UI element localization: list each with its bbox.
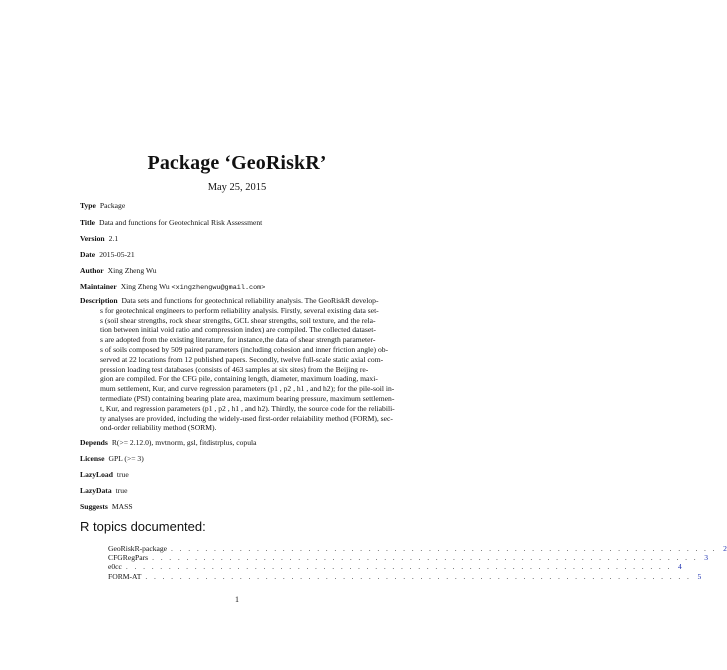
toc-heading: R topics documented: [80,519,206,534]
table-of-contents [108,544,727,581]
toc-entry[interactable] [108,553,708,563]
toc-leader-dots: . . . . . . . . . . . . . . . . . . . . . . . . . . . . . . . . . . . . . . . . . . . . . . . . . . . . . . . . . . . . . . . . [145,571,692,581]
field-license [80,454,398,464]
field-value: true [115,486,128,495]
description-line: s for geotechnical engineers to perform reliability analysis. Firstly, several existing data set- [100,305,379,315]
field-value: Data and functions for Geotechnical Risk Assessment [99,218,263,227]
toc-entry-name[interactable]: e0cc [108,562,122,572]
description-text: Data sets and functions for geotechnical reliability analysis. The GeoRiskR develop- [121,296,379,305]
field-value: Xing Zheng Wu [120,282,170,291]
toc-entry-name[interactable]: GeoRiskR-package [108,544,168,553]
field-title [80,218,398,228]
field-key: Title [80,218,96,227]
description-line: s of soils composed by 509 paired parameters (including cohesion and inner friction angle) ob- [100,344,389,354]
page-number: 1 [235,595,239,604]
field-date [80,250,398,260]
toc-leader-dots: . . . . . . . . . . . . . . . . . . . . . . . . . . . . . . . . . . . . . . . . . . . . . . . . . . . . . . . . . . . . . . . . [171,544,717,553]
description-line: s (soil shear strengths, rock shear strengths, GCL shear strengths, soil texture, and the rela- [100,315,376,325]
field-key: Suggests [80,502,108,511]
field-key: Version [80,234,105,243]
description-line [80,296,398,306]
toc-leader-dots: . . . . . . . . . . . . . . . . . . . . . . . . . . . . . . . . . . . . . . . . . . . . . . . . . . . . . . . . . . . . . . . . [152,553,698,563]
field-key: Maintainer [80,282,117,291]
field-key: Description [80,296,118,305]
description-line: tion between initial void ratio and compression index) are compiled. The collected dataset- [100,325,376,335]
field-type [80,201,398,211]
field-value: Package [99,201,126,210]
toc-page-link[interactable]: 2 [723,544,727,553]
field-key: Depends [80,438,108,447]
field-value: 2015-05-21 [99,250,135,259]
toc-entry[interactable] [108,544,727,553]
field-key: Author [80,266,104,275]
field-key: License [80,454,105,463]
toc-entry[interactable] [108,562,682,572]
toc-leader-dots: . . . . . . . . . . . . . . . . . . . . . . . . . . . . . . . . . . . . . . . . . . . . . . . . . . . . . . . . . . . . . . . . [125,562,672,572]
field-lazyload [80,470,398,480]
field-value: R(>= 2.12.0), mvtnorm, gsl, fitdistrplus, copula [111,438,257,447]
description-line: ty analyses are provided, including the widely-used first-order relaiability method (FORM), sec- [100,413,393,423]
field-key: LazyLoad [80,470,113,479]
toc-entry[interactable] [108,571,702,581]
field-author [80,266,398,276]
description-line: s are adopted from the existing literature, for instance,the data of shear strength parameter- [100,335,376,345]
description-line: gion are compiled. For the CFG pile, containing length, diameter, maximum loading, maxi- [100,374,378,384]
field-value: Xing Zheng Wu [107,266,157,275]
toc-page-link[interactable]: 3 [704,553,708,563]
field-value: true [116,470,129,479]
description-line: pression loading test databases (consists of 463 samples at six sites) from the Beijing re- [100,364,369,374]
field-key: Date [80,250,96,259]
description-line: termediate (PSI) containing bearing plate area, maximum bearing pressure, maximum settlemen- [100,393,395,403]
field-depends [80,438,398,448]
field-value: 2.1 [108,234,119,243]
field-key: LazyData [80,486,112,495]
description-line: served at 22 locations from 12 published papers. Secondly, twelve full-scale static axial com- [100,354,384,364]
toc-page-link[interactable]: 5 [697,571,702,581]
field-key: Type [80,201,96,210]
field-value: GPL (>= 3) [108,454,144,463]
package-date: May 25, 2015 [207,182,267,193]
field-suggests [80,502,398,512]
description-line: mum settlement, Kur, and curve regression parameters (p1 , p2 , h1 , and h2); for the pile-soil in- [100,384,395,394]
toc-page-link[interactable]: 4 [678,562,682,572]
maintainer-email[interactable]: <xingzhengwu@gmail.com> [171,284,266,292]
package-title: Package ‘GeoRiskR’ [147,152,327,174]
field-version [80,234,398,244]
field-description [80,296,398,433]
field-lazydata [80,486,398,496]
toc-entry-name[interactable]: CFGRegPars [108,553,149,563]
toc-entry-name[interactable]: FORM-AT [108,571,142,581]
description-line: ond-order reliability method (SORM). [100,423,217,433]
field-value: MASS [111,502,133,511]
field-maintainer [80,282,398,294]
description-line: t, Kur, and regression parameters (p1 , p2 , h1 , and h2). Thirdly, the source code for the reliabili- [100,403,395,413]
